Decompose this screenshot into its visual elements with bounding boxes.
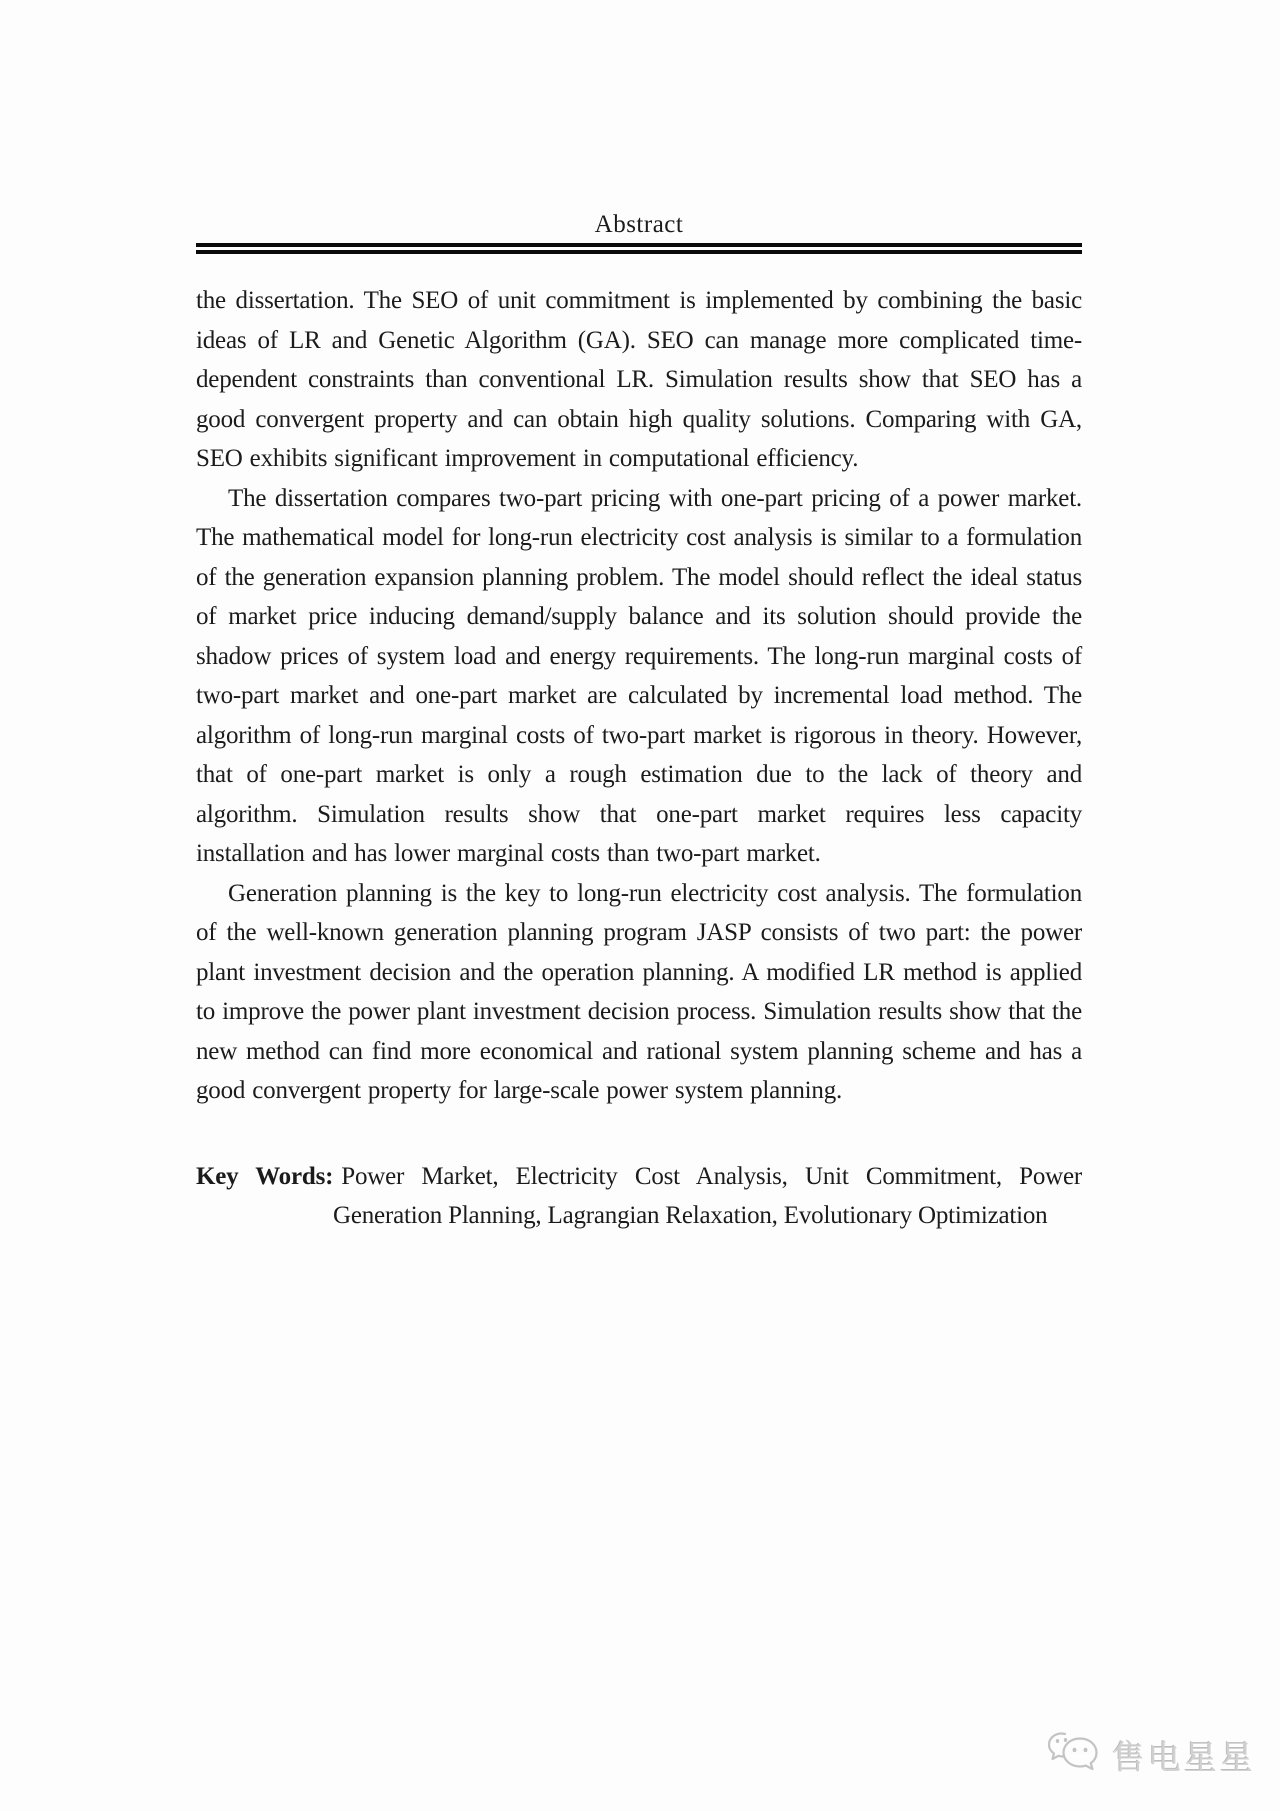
watermark-text: 售电星星 bbox=[1112, 1737, 1256, 1777]
keywords-label: Key Words: bbox=[196, 1162, 334, 1190]
double-rule-divider bbox=[196, 243, 1082, 254]
keywords-block bbox=[196, 1157, 1082, 1236]
paragraph-two-part-pricing: The dissertation compares two-part pricing with one-part pricing of a power market. The mathematical model for long-run electricity cost analysis is similar to a formulation of the generation expansion planning problem. The model should reflect the ideal status of market price inducing demand/supply balance and its solution should provide the shadow prices of system load and energy requirements. The long-run marginal costs of two-part market and one-part market are calculated by incremental load method. The algorithm of long-run marginal costs of two-part market is rigorous in theory. However, that of one-part market is only a rough estimation due to the lack of theory and algorithm. Simulation results show that one-part market requires less capacity installation and has lower marginal costs than two-part market. bbox=[196, 484, 1082, 867]
page-title: Abstract bbox=[594, 211, 684, 238]
wechat-icon bbox=[1044, 1730, 1102, 1780]
watermark bbox=[1044, 1730, 1256, 1780]
keywords-value: Power Market, Electricity Cost Analysis, Unit Commitment, Power Generation Planning, Lagrangian Relaxation, Evolutionary Optimization bbox=[333, 1162, 1083, 1229]
paragraph-seo-unit-commitment: the dissertation. The SEO of unit commitment is implemented by combining the basic ideas of LR and Genetic Algorithm (GA). SEO can manage more complicated time-dependent constraints than conventional LR. Simulation results show that SEO has a good convergent property and can obtain high quality solutions. Comparing with GA, SEO exhibits significant improvement in computational efficiency. bbox=[196, 287, 1082, 472]
abstract-content bbox=[196, 212, 1082, 1236]
paragraph-generation-planning: Generation planning is the key to long-run electricity cost analysis. The formulation of the well-known generation planning program JASP consists of two part: the power plant investment decision and the operation planning. A modified LR method is applied to improve the power plant investment decision process. Simulation results show that the new method can find more economical and rational system planning scheme and has a good convergent property for large-scale power system planning. bbox=[196, 879, 1082, 1104]
